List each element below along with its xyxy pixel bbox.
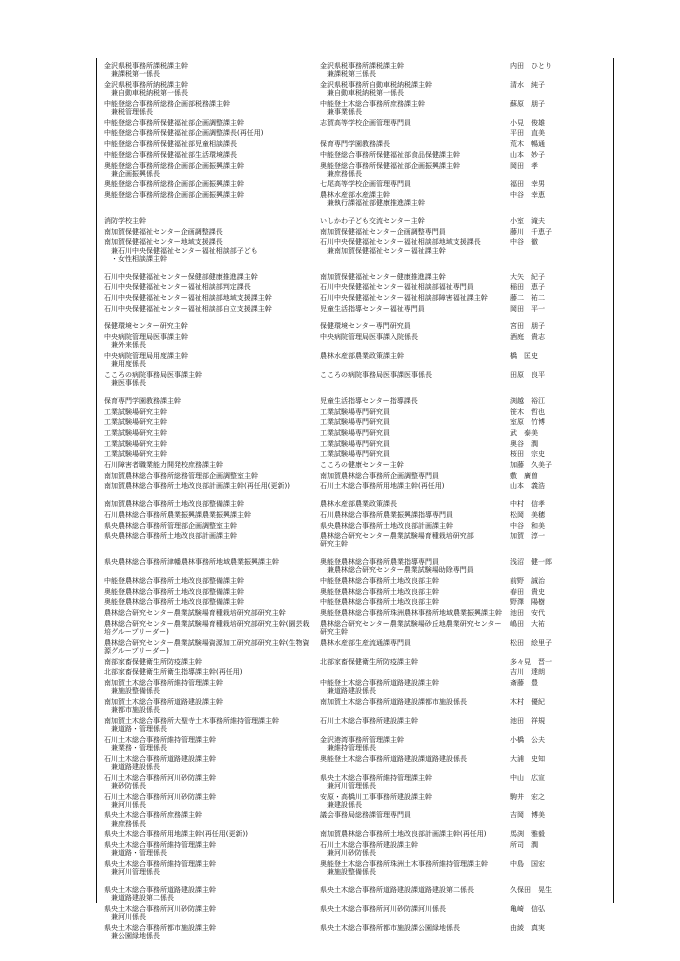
- previous-position: 工業試験場研究主幹: [104, 418, 167, 427]
- personnel-row: [104, 461, 610, 469]
- new-position: 奥能登総合事務所保健福祉部企画振興課主幹 兼庶務係長: [320, 161, 460, 178]
- person-name: 吉川 達朗: [510, 668, 545, 677]
- person-name: 斎藤 豊: [510, 679, 538, 688]
- person-name: 加賀 淳一: [510, 532, 545, 541]
- personnel-row: [104, 924, 610, 940]
- personnel-row: [104, 283, 610, 291]
- new-position: 中能登総合事務所保健福祉部食品保健課主幹: [320, 150, 460, 159]
- personnel-row: [104, 418, 610, 426]
- previous-position: 農林総合研究センター農業試験場資源加工研究部研究主幹(生物資源グループリーダー): [104, 638, 310, 655]
- previous-position: 保育専門学園教務課主幹: [104, 396, 181, 405]
- new-position: 農林総合研究センター農業試験場育種栽培研究部 研究主幹: [320, 532, 474, 549]
- previous-position: 県央土木総合事務所庶務課主幹 兼庶務係長: [104, 811, 202, 828]
- previous-position: 工業試験場研究主幹: [104, 407, 167, 416]
- new-position: 奥能登農林総合事務所農業指導専門員 兼農林総合研究センター農業試験場助除専門員: [320, 558, 474, 575]
- previous-position: 石川土木総合事務所維持管理課主幹 兼業務・管理係長: [104, 735, 216, 752]
- new-position: 県央土木総合事務所都市施設課公園緑地係長: [320, 923, 460, 932]
- previous-position: 県央土木総合事務所維持管理課主幹 兼道路・管理係長: [104, 841, 216, 858]
- person-name: 内田 ひとり: [510, 62, 552, 70]
- new-position: 北部家畜保健衛生所防疫課主幹: [320, 657, 418, 666]
- person-name: 前野 誠治: [510, 577, 545, 586]
- person-name: 宮田 朋子: [510, 322, 545, 331]
- previous-position: 金沢県税事務所納税課主幹 兼自動車税納税第一係長: [104, 80, 188, 98]
- person-name: 桜田 宗史: [510, 450, 545, 459]
- previous-position: 南加賀農林総合事務所土地改良部整備課主幹: [104, 500, 244, 509]
- new-position: 金沢県税事務所自動車税納税課主幹 兼自動車税納税第一係長: [320, 80, 432, 98]
- person-name: 蘇原 朋子: [510, 99, 545, 108]
- person-name: 小橋 公夫: [510, 735, 545, 744]
- personnel-row: [104, 191, 610, 207]
- personnel-row: [104, 228, 610, 236]
- person-name: 中島 国宏: [510, 859, 545, 868]
- new-position: 工業試験場専門研究員: [320, 418, 390, 427]
- previous-position: 奥能登総合事務所総務企画部企画振興課主幹 兼企画振興係長: [104, 161, 244, 178]
- previous-position: 奥能登総合事務所総務企画部企画振興課主幹: [104, 180, 244, 189]
- personnel-row: [104, 698, 610, 714]
- personnel-row: [104, 905, 610, 921]
- person-name: 荒木 暢通: [510, 140, 545, 149]
- new-position: 議会事務局総務課管理専門員: [320, 811, 411, 820]
- person-name: 小室 滝夫: [510, 217, 545, 226]
- previous-position: 奥能登農林総合事務所土地改良部整備課主幹: [104, 587, 244, 596]
- new-position: 石川土木総合事務所建設課主幹: [320, 716, 418, 725]
- new-position: 奥能登土木総合事務所道路建設課道路建設係長: [320, 754, 467, 763]
- personnel-row: [104, 322, 610, 330]
- new-position: 志賀高等学校企画管理専門員: [320, 118, 411, 127]
- personnel-row: [104, 609, 610, 617]
- person-name: 田原 良平: [510, 370, 545, 379]
- new-position: 保育専門学園教務課長: [320, 140, 390, 149]
- person-name: 中村 信孝: [510, 500, 545, 509]
- previous-position: 消防学校主幹: [104, 217, 146, 226]
- new-position: 南加賀農林総合事務所土地改良部計画課主幹(再任用): [320, 830, 487, 839]
- person-name: 中山 広宣: [510, 773, 545, 782]
- previous-position: 中能登総合事務所保健福祉部企画調整課主幹: [104, 118, 244, 127]
- person-name: 馬渕 雅毅: [510, 830, 545, 839]
- personnel-row: [104, 119, 610, 127]
- person-name: 亀崎 信弘: [510, 904, 545, 913]
- personnel-row: [104, 658, 610, 666]
- previous-position: 県央土木総合事務所維持管理課主幹 兼河川管理係長: [104, 859, 216, 877]
- new-position: 金沢港湾事務所管理課主幹 兼維持管理係長: [320, 735, 404, 752]
- personnel-row: [104, 62, 610, 78]
- previous-position: 石川中央保健福祉センター福祉相談部自立支援課主幹: [104, 304, 272, 313]
- new-position: 奥能登農林総合事務所珠洲農林事務所地域農業振興課主幹: [320, 609, 502, 618]
- person-name: 大矢 紀子: [510, 272, 545, 281]
- previous-position: 工業試験場研究主幹: [104, 450, 167, 459]
- new-position: 県央土木総合事務所道路建設課道路建設第二係長: [320, 885, 474, 894]
- person-name: 岡田 平一: [510, 304, 545, 313]
- person-name: 浅沼 健一郎: [510, 558, 552, 567]
- previous-position: 南加賀土木総合事務所大聖寺土木事務所維持管理課主幹 兼道路・管理係長: [104, 716, 279, 734]
- previous-position: 石川中央保健福祉センター福祉相談部地域支援課主幹: [104, 293, 272, 302]
- personnel-row: [104, 577, 610, 585]
- previous-position: 南加賀農林総合事務所土地改良部計画課主幹(再任用(更新)): [104, 482, 290, 491]
- new-position: 農林水産部生産流通課専門員: [320, 638, 411, 647]
- previous-position: 中央病院管理局医事課主幹 兼外来係長: [104, 333, 188, 350]
- new-position: 中能登土木総合事務所道路建設課主幹 兼道路建設係長: [320, 679, 439, 696]
- personnel-row: [104, 305, 610, 313]
- person-name: 藤川 千恵子: [510, 227, 552, 236]
- personnel-row: [104, 294, 610, 302]
- new-position: 中能登農林総合事務所土地改良部主幹: [320, 598, 439, 607]
- personnel-row: [104, 793, 610, 809]
- personnel-row: [104, 81, 610, 97]
- new-position: 工業試験場専門研究員: [320, 428, 390, 437]
- new-position: 中能登農林総合事務所土地改良部主幹: [320, 577, 439, 586]
- previous-position: 石川中央保健福祉センター保健部健康推進課主幹: [104, 272, 258, 281]
- person-name: 室原 竹博: [510, 418, 545, 427]
- previous-position: こころの病院事務局医事課主幹 兼医事係長: [104, 370, 202, 388]
- previous-position: 工業試験場研究主幹: [104, 439, 167, 448]
- new-position: 保健環境センター専門研究員: [320, 322, 411, 331]
- personnel-row: [104, 755, 610, 771]
- personnel-row: [104, 639, 610, 655]
- personnel-row: [104, 440, 610, 448]
- new-position: 金沢県税事務所課税課主幹 兼課税第三係長: [320, 62, 404, 79]
- previous-position: 南加賀保健福祉センター企画調整課長: [104, 227, 223, 236]
- personnel-row: [104, 841, 610, 857]
- person-name: 松岡 美穂: [510, 510, 545, 519]
- person-name: 多々見 晋一: [510, 657, 552, 666]
- previous-position: 奥能登農林総合事務所土地改良部整備課主幹: [104, 598, 244, 607]
- personnel-row: [104, 774, 610, 790]
- new-position: 石川中央保健福祉センター福祉相談部福祉専門員: [320, 283, 474, 292]
- previous-position: 奥能登総合事務所総務企画部企画振興課主幹: [104, 191, 244, 200]
- personnel-row: [104, 522, 610, 530]
- previous-position: 工業試験場研究主幹: [104, 428, 167, 437]
- person-name: 加藤 久美子: [510, 461, 552, 470]
- previous-position: 中央病院管理局用度課主幹 兼用度係長: [104, 351, 188, 369]
- personnel-row: [104, 668, 610, 676]
- previous-position: 中能登総合事務所保健福祉部生活環境課長: [104, 150, 237, 159]
- previous-position: 県央土木総合事務所都市施設課主幹 兼公園緑地係長: [104, 923, 216, 940]
- new-position: こころの健康センター主幹: [320, 461, 404, 470]
- personnel-row: [104, 511, 610, 519]
- person-name: 奥谷 潤: [510, 439, 538, 448]
- personnel-row: [104, 830, 610, 838]
- previous-position: 農林総合研究センター農業試験場育種栽培研究部研究主幹: [104, 609, 286, 618]
- personnel-row: [104, 238, 610, 263]
- previous-position: 県央土木総合事務所用地課主幹(再任用(更新)): [104, 830, 248, 839]
- new-position: 農林水産部水産課主幹 兼執行課福祉部健康推進課主幹: [320, 191, 425, 208]
- person-name: 藤二 祐二: [510, 293, 545, 302]
- personnel-row: [104, 408, 610, 416]
- new-position: 農林水産部農業政策課長: [320, 500, 397, 509]
- personnel-row: [104, 129, 610, 137]
- personnel-row: [104, 352, 610, 368]
- new-position: 児童生活指導センター指導課長: [320, 396, 418, 405]
- previous-position: 県央土木総合事務所河川砂防課主幹 兼河川係長: [104, 904, 216, 921]
- previous-position: 南加賀保健福祉センター地域支援課長 兼石川中央保健福祉センター福祉相談部子ども ・女性相談課主幹: [104, 238, 258, 263]
- person-name: 池田 安代: [510, 609, 545, 618]
- personnel-row: [104, 333, 610, 349]
- personnel-row: [104, 180, 610, 188]
- personnel-row: [104, 371, 610, 387]
- previous-position: 県央土木総合事務所道路建設課主幹 兼道路建設第二係長: [104, 885, 216, 903]
- personnel-row: [104, 162, 610, 178]
- person-name: 清水 純子: [510, 80, 545, 89]
- previous-position: 保健環境センター研究主幹: [104, 322, 188, 331]
- person-name: 小見 俊雄: [510, 118, 545, 127]
- new-position: いしかわ子ども交流センター主幹: [320, 217, 425, 226]
- person-name: 渕越 裕江: [510, 396, 545, 405]
- person-name: 敷 廣曽: [510, 471, 538, 480]
- person-name: 大浦 史知: [510, 754, 545, 763]
- personnel-row: [104, 717, 610, 733]
- person-name: 所司 潤: [510, 841, 538, 850]
- person-name: 平田 直美: [510, 129, 545, 138]
- personnel-row: [104, 558, 610, 574]
- previous-position: 石川土木総合事務所道路建設課主幹 兼道路建設係長: [104, 754, 216, 771]
- new-position: 農林総合研究センター農業試験場砂丘地農業研究センター研究主幹: [320, 619, 502, 637]
- previous-position: 中能登総合事務所保健福祉部児童相談課長: [104, 140, 237, 149]
- new-position: 石川土木総合事務所建設課主幹 兼河川砂防係長: [320, 841, 418, 858]
- personnel-row: [104, 100, 610, 116]
- personnel-row: [104, 217, 610, 225]
- personnel-row: [104, 429, 610, 437]
- person-name: 武 泰美: [510, 428, 538, 437]
- personnel-row: [104, 860, 610, 876]
- new-position: 中央病院管理局医事課入院係長: [320, 333, 418, 342]
- previous-position: 南加賀農林総合事務所総務管理部企画調整室主幹: [104, 471, 258, 480]
- personnel-row: [104, 679, 610, 695]
- personnel-row: [104, 450, 610, 458]
- previous-position: 石川土木総合事務所河川砂防課主幹 兼河川係長: [104, 792, 216, 809]
- person-name: 松田 絵里子: [510, 638, 552, 647]
- new-position: 石川農林総合事務所農業振興課指導専門員: [320, 510, 453, 519]
- right-margin-rule: [613, 58, 614, 903]
- previous-position: 北部家畜保健衛生所衛生指導課主幹(再任用): [104, 668, 243, 677]
- new-position: 工業試験場専門研究員: [320, 439, 390, 448]
- person-name: 岡田 孝: [510, 161, 538, 170]
- person-name: 池田 祥規: [510, 716, 545, 725]
- new-position: 奥能登土木総合事務所珠洲土木事務所維持管理課主幹 兼施設整備係長: [320, 859, 488, 877]
- new-position: 工業試験場専門研究員: [320, 450, 390, 459]
- previous-position: 金沢県税事務所課税課主幹 兼課税第一係長: [104, 62, 188, 79]
- new-position: 南加賀土木総合事務所道路建設課都市施設係長: [320, 697, 467, 706]
- previous-position: 石川中央保健福祉センター福祉相談部判定課長: [104, 283, 251, 292]
- person-name: 中谷 徹: [510, 238, 538, 247]
- new-position: 県央土木総合事務所維持管理課主幹 兼河川管理係長: [320, 773, 432, 790]
- personnel-row: [104, 482, 610, 490]
- previous-position: 中能登農林総合事務所土地改良部整備課主幹: [104, 577, 244, 586]
- new-position: 南加賀保健福祉センター企画調整専門員: [320, 227, 446, 236]
- previous-position: 石川障害者職業能力開発校庶務課主幹: [104, 461, 223, 470]
- person-name: 嶋田 大祐: [510, 619, 545, 628]
- person-name: 笹木 哲也: [510, 407, 545, 416]
- personnel-row: [104, 532, 610, 548]
- personnel-row: [104, 273, 610, 281]
- previous-position: 南加賀土木総合事務所道路建設課主幹 兼都市施設係長: [104, 697, 223, 715]
- new-position: 南加賀農林総合事務所企画調整専門員: [320, 471, 439, 480]
- left-margin-rule: [96, 58, 97, 903]
- new-position: 農林水産部農業政策課主幹: [320, 351, 404, 360]
- personnel-row: [104, 151, 610, 159]
- person-name: 駒井 宏之: [510, 792, 545, 801]
- personnel-row: [104, 620, 610, 636]
- personnel-row: [104, 886, 610, 902]
- person-name: 橋 匡史: [510, 351, 538, 360]
- personnel-row: [104, 500, 610, 508]
- new-position: 奥能登農林総合事務所土地改良部主幹: [320, 587, 439, 596]
- person-name: 久保田 晃生: [510, 885, 552, 894]
- person-name: 中谷 和美: [510, 521, 545, 530]
- new-position: 児童生活指導センター福祉専門員: [320, 304, 425, 313]
- personnel-row: [104, 472, 610, 480]
- new-position: 県央土木総合事務所河川砂防課河川係長: [320, 904, 446, 913]
- previous-position: 県央農林総合事務所土地改良部計画課主幹: [104, 532, 237, 541]
- previous-position: 石川農林総合事務所農業振興課農業振興課主幹: [104, 510, 251, 519]
- new-position: こころの病院事務局医事課医事係長: [320, 370, 432, 379]
- personnel-row: [104, 598, 610, 606]
- new-position: 中能登土木総合事務所庶務課主幹 兼事業係長: [320, 99, 425, 117]
- personnel-row: [104, 140, 610, 148]
- previous-position: 石川土木総合事務所河川砂防課主幹 兼砂防係長: [104, 773, 216, 790]
- personnel-row: [104, 811, 610, 827]
- person-name: 野澤 陽樹: [510, 598, 545, 607]
- previous-position: 中能登総合事務所総務企画部税務課主幹 兼税管理係長: [104, 99, 230, 117]
- new-position: 安原・高橋川工事事務所建設課主幹 兼建設係長: [320, 792, 432, 809]
- personnel-row: [104, 736, 610, 752]
- previous-position: 南加賀土木総合事務所維持管理課主幹 兼施設整備係長: [104, 679, 223, 696]
- person-name: 由綾 真実: [510, 923, 545, 932]
- person-name: 福田 幸男: [510, 180, 545, 189]
- new-position: 石川中央保健福祉センター福祉相談部地域支援課長 兼南加賀保健福祉センター福祉課主幹: [320, 238, 481, 255]
- previous-position: 農林総合研究センター農業試験場育種栽培研究部研究主幹(園芸栽培グループリーダー): [104, 619, 310, 637]
- new-position: 県央農林総合事務所土地改良部計画課主幹: [320, 521, 453, 530]
- person-name: 稲田 恵子: [510, 283, 545, 292]
- person-name: 山本 妙子: [510, 150, 545, 159]
- new-position: 南加賀保健福祉センター健康推進課主幹: [320, 272, 446, 281]
- person-name: 木村 優紀: [510, 697, 545, 706]
- personnel-row: [104, 397, 610, 405]
- person-name: 酒庭 貴志: [510, 333, 545, 342]
- new-position: 石川中央保健福祉センター福祉相談部障害福祉課主幹: [320, 293, 488, 302]
- personnel-list: [104, 62, 610, 943]
- person-name: 山本 義浩: [510, 482, 545, 491]
- previous-position: 県央農林総合事務所津幡農林事務所地域農業振興課主幹: [104, 558, 279, 567]
- previous-position: 県央農林総合事務所管理部企画調整室主幹: [104, 521, 237, 530]
- previous-position: 南部家畜保健衛生所防疫課主幹: [104, 657, 202, 666]
- person-name: 吉岡 博美: [510, 811, 545, 820]
- new-position: 石川土木総合事務所用地課主幹(再任用): [320, 482, 445, 491]
- person-name: 春田 貴史: [510, 587, 545, 596]
- personnel-row: [104, 588, 610, 596]
- previous-position: 中能登総合事務所保健福祉部企画調整課長(再任用): [104, 129, 264, 138]
- person-name: 中谷 幸恵: [510, 191, 545, 200]
- new-position: 工業試験場専門研究員: [320, 407, 390, 416]
- new-position: 七尾高等学校企画管理専門員: [320, 180, 411, 189]
